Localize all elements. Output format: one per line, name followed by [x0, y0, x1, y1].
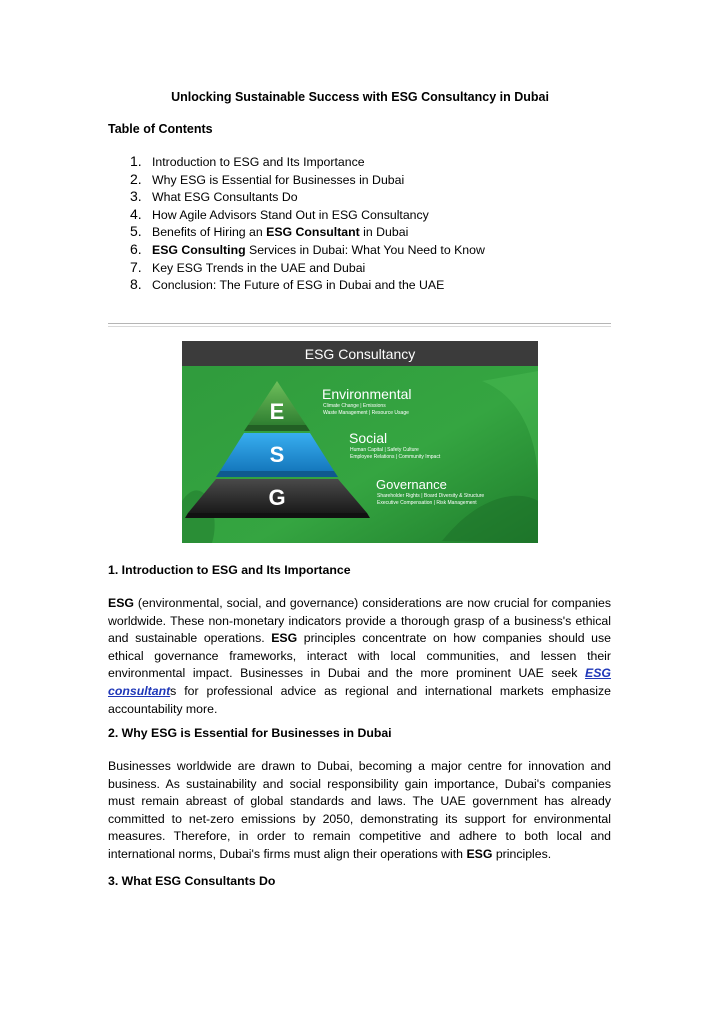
toc-item: 4. How Agile Advisors Stand Out in ESG Consultancy [130, 205, 429, 222]
tier-environmental-shadow [244, 425, 310, 431]
tier-social-detail: Human Capital | Safety Culture [350, 447, 419, 453]
section-2-heading: 2. Why ESG is Essential for Businesses in Dubai [108, 726, 392, 740]
document-title: Unlocking Sustainable Success with ESG Consultancy in Dubai [171, 90, 549, 104]
table-of-contents [108, 153, 485, 294]
toc-item: 7. Key ESG Trends in the UAE and Dubai [130, 258, 366, 275]
toc-item: 3. What ESG Consultants Do [130, 188, 298, 205]
section-1-heading: 1. Introduction to ESG and Its Importance [108, 563, 351, 577]
section-3-heading: 3. What ESG Consultants Do [108, 874, 276, 888]
tier-social-shadow [216, 471, 338, 477]
tier-letter-g: G [268, 485, 286, 510]
esg-consultancy-figure [182, 341, 538, 543]
tier-social-detail: Employee Relations | Community Impact [350, 454, 441, 460]
tier-environmental-label: Environmental [322, 386, 412, 402]
toc-item: 2. Why ESG is Essential for Businesses in Dubai [130, 170, 405, 187]
toc-item: 8. Conclusion: The Future of ESG in Dubai and the UAE [130, 276, 445, 293]
toc-item: 1. Introduction to ESG and Its Importance [130, 153, 365, 169]
section-2-paragraph: Businesses worldwide are drawn to Dubai, becoming a major centre for innovation and business. As sustainability and social responsibility gain importance, Dubai's companies must remain abreast of global standards and laws. The UAE government has already committed to net-zero emissions by 2050, demonstrating its support for environmental measures. Therefore, in order to remain competitive and adhere to both local and international norms, Dubai's firms must align their operations with ESG principles. [108, 759, 611, 861]
tier-letter-e: E [269, 399, 285, 424]
tier-governance-label: Governance [376, 477, 447, 492]
tier-letter-s: S [269, 442, 285, 467]
tier-environmental-detail: Waste Management | Resource Usage [323, 410, 409, 416]
tier-governance-detail: Shareholder Rights | Board Diversity & Structure [377, 493, 485, 499]
tier-social-label: Social [349, 430, 388, 446]
esg-consultant-link[interactable]: ESG consultant [108, 666, 611, 698]
toc-item: 5. Benefits of Hiring an ESG Consultant in Dubai [130, 223, 409, 240]
tier-governance-detail: Executive Compensation | Risk Management [377, 500, 477, 506]
tier-environmental-detail: Climate Change | Emissions [323, 403, 386, 409]
horizontal-divider [108, 323, 611, 327]
section-1-paragraph: ESG (environmental, social, and governance) considerations are now crucial for companies worldwide. These non-monetary indicators provide a thorough grasp of a business's ethical and sustainable operations. ESG principles concentrate on how companies should use ethical governance frameworks, interact with local communities, and lessen their environmental impact. Businesses in Dubai and the more prominent UAE seek ESG consultants for professional advice as regional and international markets emphasize accountability more. [108, 596, 611, 716]
toc-heading: Table of Contents [108, 122, 213, 136]
toc-item: 6. ESG Consulting Services in Dubai: What You Need to Know [130, 240, 485, 257]
figure-header-text: ESG Consultancy [304, 346, 416, 362]
tier-governance-shadow [185, 513, 370, 518]
